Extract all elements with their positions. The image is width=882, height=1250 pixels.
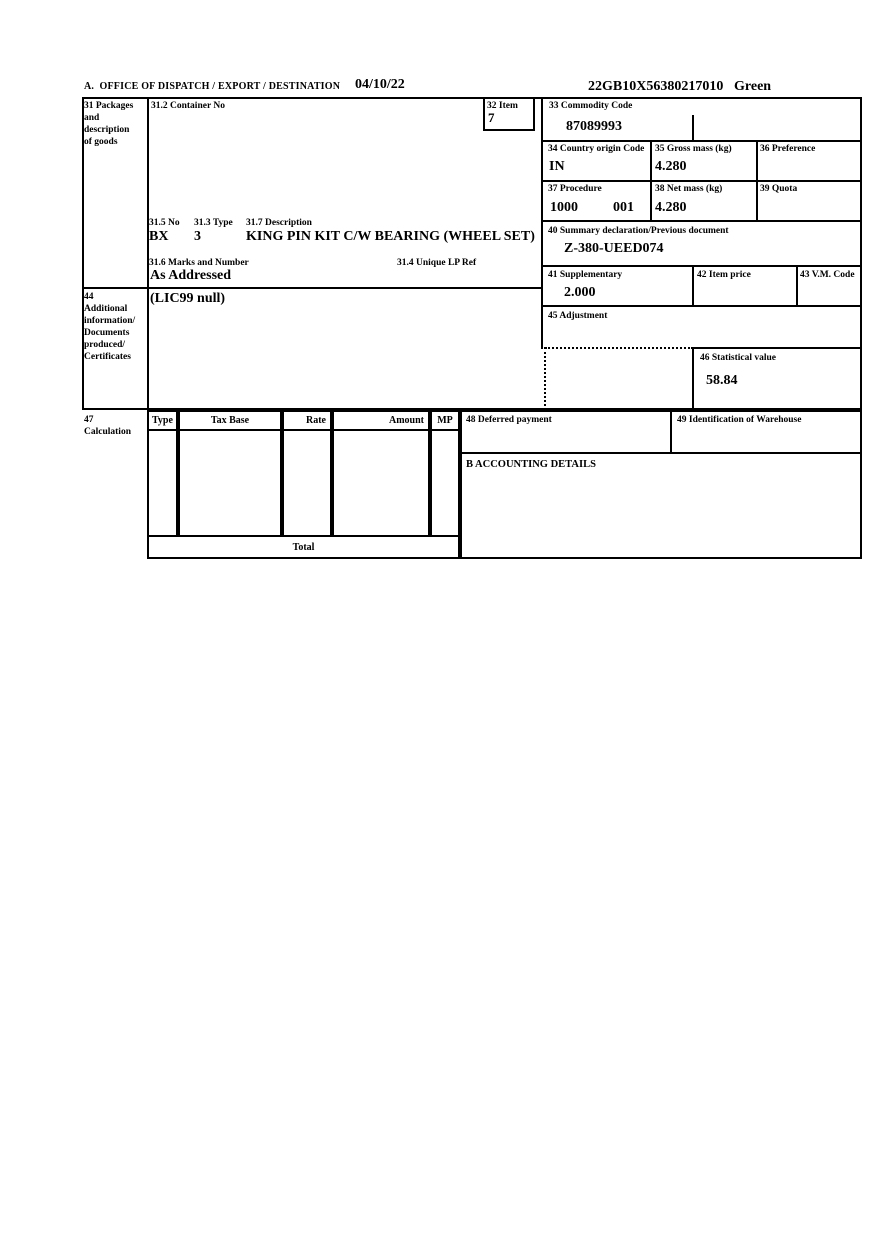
quota-label: 39 Quota	[760, 184, 798, 194]
deferred-payment-box	[460, 410, 672, 454]
calc-header-tax-base: Tax Base	[178, 410, 282, 431]
divider-row34-row37	[541, 180, 862, 182]
calc-body-type	[147, 429, 178, 537]
box31-side-label: 31 Packages and description of goods	[84, 101, 134, 147]
divider-row37-box40	[541, 220, 862, 222]
deferred-payment-label: 48 Deferred payment	[466, 415, 552, 425]
calc-body-rate	[282, 429, 332, 537]
procedure-value-b: 001	[613, 200, 634, 215]
net-mass-label: 38 Net mass (kg)	[655, 184, 723, 194]
country-origin-value: IN	[549, 159, 565, 174]
item-value: 7	[488, 110, 495, 125]
divider-box40-row41	[541, 265, 862, 267]
description-value: KING PIN KIT C/W BEARING (WHEEL SET)	[246, 229, 535, 244]
dotted-divider-vertical	[544, 347, 546, 410]
gross-mass-label: 35 Gross mass (kg)	[655, 144, 732, 154]
calc-body-amount	[332, 429, 430, 537]
declaration-date: 04/10/22	[355, 77, 405, 92]
box44-side-label: 44 Additional information/ Documents produced/ Certificates	[84, 292, 136, 362]
divider-34-35	[650, 140, 652, 180]
calc-header-amount: Amount	[332, 410, 430, 431]
gross-mass-value: 4.280	[655, 159, 687, 174]
divider-33-34	[541, 140, 862, 142]
box47-side-label: 47 Calculation	[84, 415, 131, 437]
type-value: 3	[194, 229, 201, 244]
item-price-label: 42 Item price	[697, 270, 751, 280]
item-label: 32 Item	[487, 101, 518, 111]
commodity-code-value: 87089993	[566, 119, 622, 134]
unique-lp-ref-label: 31.4 Unique LP Ref	[397, 258, 477, 268]
divider-row41-box45	[541, 305, 862, 307]
marks-label: 31.6 Marks and Number	[149, 258, 249, 268]
dotted-divider-horizontal	[545, 347, 693, 349]
divider-41-42	[692, 265, 694, 307]
calc-header-type: Type	[147, 410, 178, 431]
divider-main-right-column	[541, 97, 543, 349]
office-of-dispatch-heading: A. OFFICE OF DISPATCH / EXPORT / DESTINATION	[84, 81, 341, 92]
declaration-reference: 22GB10X56380217010	[588, 79, 724, 94]
summary-declaration-label: 40 Summary declaration/Previous document	[548, 226, 729, 236]
divider-37-38	[650, 180, 652, 222]
calc-body-tax-base	[178, 429, 282, 537]
marks-value: As Addressed	[150, 268, 232, 283]
commodity-code-subdivider	[692, 115, 694, 141]
calc-total-row: Total	[147, 535, 460, 559]
net-mass-value: 4.280	[655, 200, 687, 215]
supplementary-label: 41 Supplementary	[548, 270, 623, 280]
country-origin-label: 34 Country origin Code	[548, 144, 645, 154]
divider-35-36	[756, 140, 758, 180]
no-value: BX	[149, 229, 169, 244]
calc-header-mp: MP	[430, 410, 460, 431]
type-label: 31.3 Type	[194, 218, 233, 228]
description-label: 31.7 Description	[246, 218, 312, 228]
divider-side-column	[147, 97, 149, 410]
container-no-label: 31.2 Container No	[151, 101, 225, 111]
adjustment-label: 45 Adjustment	[548, 311, 608, 321]
supplementary-value: 2.000	[564, 285, 596, 300]
summary-declaration-value: Z-380-UEED074	[564, 241, 664, 256]
commodity-code-label: 33 Commodity Code	[549, 101, 633, 111]
warehouse-id-label: 49 Identification of Warehouse	[677, 415, 802, 425]
accounting-details-box	[460, 452, 862, 559]
procedure-label: 37 Procedure	[548, 184, 602, 194]
no-label: 31.5 No	[149, 218, 180, 228]
accounting-details-label: B ACCOUNTING DETAILS	[466, 459, 596, 470]
warehouse-id-box	[670, 410, 862, 454]
additional-info-value: (LIC99 null)	[150, 291, 226, 306]
statistical-value-value: 58.84	[706, 373, 738, 388]
vm-code-label: 43 V.M. Code	[800, 270, 855, 280]
preference-label: 36 Preference	[760, 144, 816, 154]
procedure-value-a: 1000	[550, 200, 578, 215]
calc-body-mp	[430, 429, 460, 537]
statistical-value-label: 46 Statistical value	[700, 353, 776, 363]
routing-status: Green	[734, 79, 772, 94]
divider-38-39	[756, 180, 758, 222]
divider-42-43	[796, 265, 798, 307]
calc-header-rate: Rate	[282, 410, 332, 431]
divider-box31-box44	[82, 287, 542, 289]
